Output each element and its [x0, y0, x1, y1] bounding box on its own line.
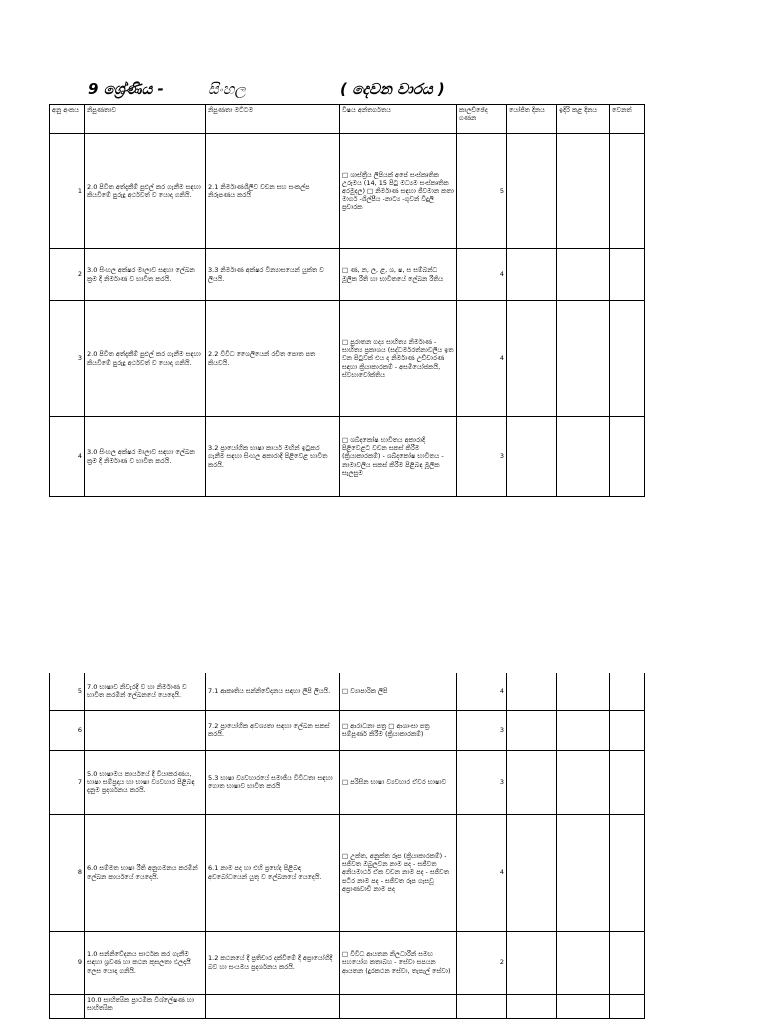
- header-cell: කාලච්ඡේද ගණන: [457, 105, 507, 134]
- competency-cell: 6.0 සම්මත භාෂා රීති අනුගමනය කරමින් ලේඛන කාර්යයේ යෙදෙයි.: [85, 814, 206, 931]
- row-number: 7: [50, 750, 85, 814]
- proposed-date-cell: [507, 814, 557, 931]
- header-cell: යෝජිත දිනය: [507, 105, 557, 134]
- content-cell: □ විවිධ ආයතන නිලධාරීන් සමඟ සහයෝග කතාබහ - සේවා සපයන ආයතන (දුරකථන සේවා, තැපැල් සේවා): [340, 931, 457, 994]
- completed-date-cell: [557, 814, 610, 931]
- proposed-date-cell: [507, 417, 557, 497]
- content-cell: □ පරිසින භාෂා ව්‍යවහාර ඒවර භාෂාව: [340, 750, 457, 814]
- content-cell: [340, 994, 457, 1018]
- periods-cell: 3: [457, 710, 507, 750]
- other-cell: [610, 994, 645, 1018]
- table-row: [50, 301, 645, 417]
- completed-date-cell: [557, 249, 610, 301]
- content-cell: □ ශාස්ත්‍රීය ලිපියක් අපේ සංස්කෘතික උරුමය (14, 15 පිටු මධ්‍යම සංස්කෘතික අරමුදල) □ නිර්මාණ සඳහා ජීවමාන කතා මාර්ග -ශිල්පීය -නාට්‍ය -ගුවන් විදුලි ප්‍රචාරක: [340, 134, 457, 249]
- row-number: 4: [50, 417, 85, 497]
- competency-cell: 3.0 සිංහල අක්ෂර මාලාව සඳහා ලේඛන ක්‍රම දී නිර්මාණ ව භාවිත කරයි.: [85, 417, 206, 497]
- table-row: [50, 417, 645, 497]
- page-title: [0, 80, 768, 102]
- header-cell: වෙනත්: [610, 105, 645, 134]
- level-cell: 1.2 කථනයේ දී ප්‍රතිචාර දක්වීමේ දී අප්‍රායෝගිදී බව හා සංයමය ප්‍රදර්ශනය කරයි.: [206, 931, 340, 994]
- level-cell: 2.1 නිර්මාණශීලීව වචන සහ සංකල්ප නිරූපණය කරයි: [206, 134, 340, 249]
- periods-cell: 5: [457, 134, 507, 249]
- completed-date-cell: [557, 301, 610, 417]
- competency-cell: 3.0 සිංහල අක්ෂර මාලාව සඳහා ලේඛන ක්‍රම දී නිර්මාණ ව භාවිත කරයි.: [85, 249, 206, 301]
- level-cell: 7.1 ආකෘතිය සන්නිවේදනය සඳහා ලිපි ලියයි.: [206, 673, 340, 710]
- scheme-table-second: [49, 673, 645, 1019]
- completed-date-cell: [557, 710, 610, 750]
- content-cell: □ ශබ්දකෝෂ භාවිතය අකාරාදි පිළිවෙළට වචන සකස් කිරීම (ක්‍රියාකාරකම්) - ශබ්දකෝෂ භාවිතය - නාමාවලිය සකස් කිරීම පිළිබඳ මූලික සැලසුම: [340, 417, 457, 497]
- periods-cell: [457, 994, 507, 1018]
- table-row: [50, 249, 645, 301]
- row-number: 8: [50, 814, 85, 931]
- level-cell: 3.2 ප්‍රායෝගික භාෂා කාර්ය මඟින් ඉටුකර ගැනීම සඳහා සිංහල අකාරාදි පිළිවෙළ භාවිත කරයි.: [206, 417, 340, 497]
- header-cell: ඉදිරි කළ දිනය: [557, 105, 610, 134]
- table-row: [50, 134, 645, 249]
- competency-cell: [85, 710, 206, 750]
- completed-date-cell: [557, 931, 610, 994]
- header-cell: නිපුණතා මට්ටම: [206, 105, 340, 134]
- header-cell: විෂය අන්තර්ගතය: [340, 105, 457, 134]
- other-cell: [610, 417, 645, 497]
- completed-date-cell: [557, 134, 610, 249]
- competency-cell: 10.0 සාහිත්‍යික ප්‍රාථමික විශ්ලේෂණ හා සාහිත්‍යික: [85, 994, 206, 1018]
- table-row: [50, 931, 645, 994]
- other-cell: [610, 750, 645, 814]
- proposed-date-cell: [507, 673, 557, 710]
- table-row: [50, 750, 645, 814]
- level-cell: 5.3 භාෂා ව්‍යවහාරයේ සමාජීය විවිධතා සඳහා ගොත භාෂාව භාවිත කරයි: [206, 750, 340, 814]
- other-cell: [610, 931, 645, 994]
- content-cell: □ ව්‍යාපාරික ලිපි: [340, 673, 457, 710]
- row-number: 2: [50, 249, 85, 301]
- level-cell: 3.3 නිර්මාණ අක්ෂර වින්‍යාසයෙන් යුක්ත ව ලියයි.: [206, 249, 340, 301]
- other-cell: [610, 710, 645, 750]
- completed-date-cell: [557, 673, 610, 710]
- other-cell: [610, 814, 645, 931]
- competency-cell: 2.0 පිවිත අත්දැකීම් පුළුල් කර ගැනීම සඳහා කියවීමේ පුරුදු අර්ථවත් ව යොදා ගනියි.: [85, 301, 206, 417]
- periods-cell: 2: [457, 931, 507, 994]
- content-cell: □ ආරාධනා පත්‍ර □ ආශාංසා පත්‍ර සම්පූර්ණ කිරීම (ක්‍රියාකාරකම්): [340, 710, 457, 750]
- row-number: 9: [50, 931, 85, 994]
- proposed-date-cell: [507, 750, 557, 814]
- completed-date-cell: [557, 417, 610, 497]
- completed-date-cell: [557, 750, 610, 814]
- periods-cell: 4: [457, 814, 507, 931]
- header-cell: නිපුණතාව: [85, 105, 206, 134]
- row-number: 1: [50, 134, 85, 249]
- level-cell: [206, 994, 340, 1018]
- header-row: [50, 105, 645, 134]
- competency-cell: 1.0 සන්නිවේදනය සාර්ථක කර ගැනීම සඳහා ශ්‍රවණ හා කථන කුසලතා ඵලදායී ලෙස යොදා ගනියි.: [85, 931, 206, 994]
- term-label: ( දෙවන වාරය ): [340, 80, 445, 98]
- competency-cell: 2.0 පිවිත අත්දැකීම් පුළුල් කර ගැනීම සඳහා කියවීමේ පුරුදු අර්ථවත් ව යොදා ගනියි.: [85, 134, 206, 249]
- content-cell: □ පුරාතන ගද්‍ය සාහිත්‍ය නිර්මාණ - සාහිත්‍ය ප්‍රකාශය (සද්ධර්මරත්නාවලිය ඉත වන පිටුවක් එය ද නිර්මාණ උච්චාරණ සඳහා ක්‍රියාකාරකම් - අසමියෝජකයි, ස්වභාවෝක්තිය: [340, 301, 457, 417]
- other-cell: [610, 301, 645, 417]
- row-number: [50, 994, 85, 1018]
- table-row: [50, 814, 645, 931]
- level-cell: 7.2 ප්‍රායෝගික අවශ්‍යතා සඳහා ලේඛන සකස් කරයි.: [206, 710, 340, 750]
- periods-cell: 3: [457, 417, 507, 497]
- proposed-date-cell: [507, 301, 557, 417]
- row-number: 3: [50, 301, 85, 417]
- periods-cell: 4: [457, 301, 507, 417]
- periods-cell: 4: [457, 673, 507, 710]
- table-row: [50, 994, 645, 1018]
- scheme-table-first: [49, 104, 645, 497]
- periods-cell: 4: [457, 249, 507, 301]
- level-cell: 2.2 විවිධ ශෛලියෙන් රචිත පොත පත කියවයි.: [206, 301, 340, 417]
- other-cell: [610, 249, 645, 301]
- proposed-date-cell: [507, 994, 557, 1018]
- other-cell: [610, 134, 645, 249]
- table-row: [50, 673, 645, 710]
- completed-date-cell: [557, 994, 610, 1018]
- content-cell: □ උක්ත, අනුක්ත රූප (ක්‍රියාකාරකම්) - සජීවත ඔබුලවන නාම පද - සජීවත අනියමාර්ථ ඒක වචන නාම පද - සජීවත පටිර නාම පද - සජීවත රූප ගැසවූ අප්‍රාණවාචී නාම පද: [340, 814, 457, 931]
- proposed-date-cell: [507, 134, 557, 249]
- row-number: 6: [50, 710, 85, 750]
- competency-cell: 5.0 භාෂාමය කාර්යයේ දී වියාකරණය, භාෂා සම්ප්‍රදාය හා භාෂා ව්‍යවහාර පිළිබඳ දැනුම ප්‍රදර්ශනය කරයි.: [85, 750, 206, 814]
- proposed-date-cell: [507, 249, 557, 301]
- competency-cell: 7.0 භාෂාව නිවැරදි ව හා නිර්මාණ ව භාවිත කරමින් ලේඛනයේ යෙදෙයි.: [85, 673, 206, 710]
- subject-label: සිංහල: [208, 80, 246, 98]
- content-cell: □ ණ, න, ල, ළ, ශ, ෂ, ස සම්බන්ධ මූලික රීති හා භාවිතයේ ලේඛන රීතිය: [340, 249, 457, 301]
- other-cell: [610, 673, 645, 710]
- table-row: [50, 710, 645, 750]
- row-number: 5: [50, 673, 85, 710]
- proposed-date-cell: [507, 710, 557, 750]
- grade-label: 9 ශ්‍රේණිය -: [88, 80, 164, 98]
- header-cell: අනු අංකය: [50, 105, 85, 134]
- level-cell: 6.1 නාම පද හා එහි ප්‍රභේද පිළිබඳ අවබෝධයෙන් යුතු ව ලේඛනයේ යෙදෙයි.: [206, 814, 340, 931]
- periods-cell: 3: [457, 750, 507, 814]
- proposed-date-cell: [507, 931, 557, 994]
